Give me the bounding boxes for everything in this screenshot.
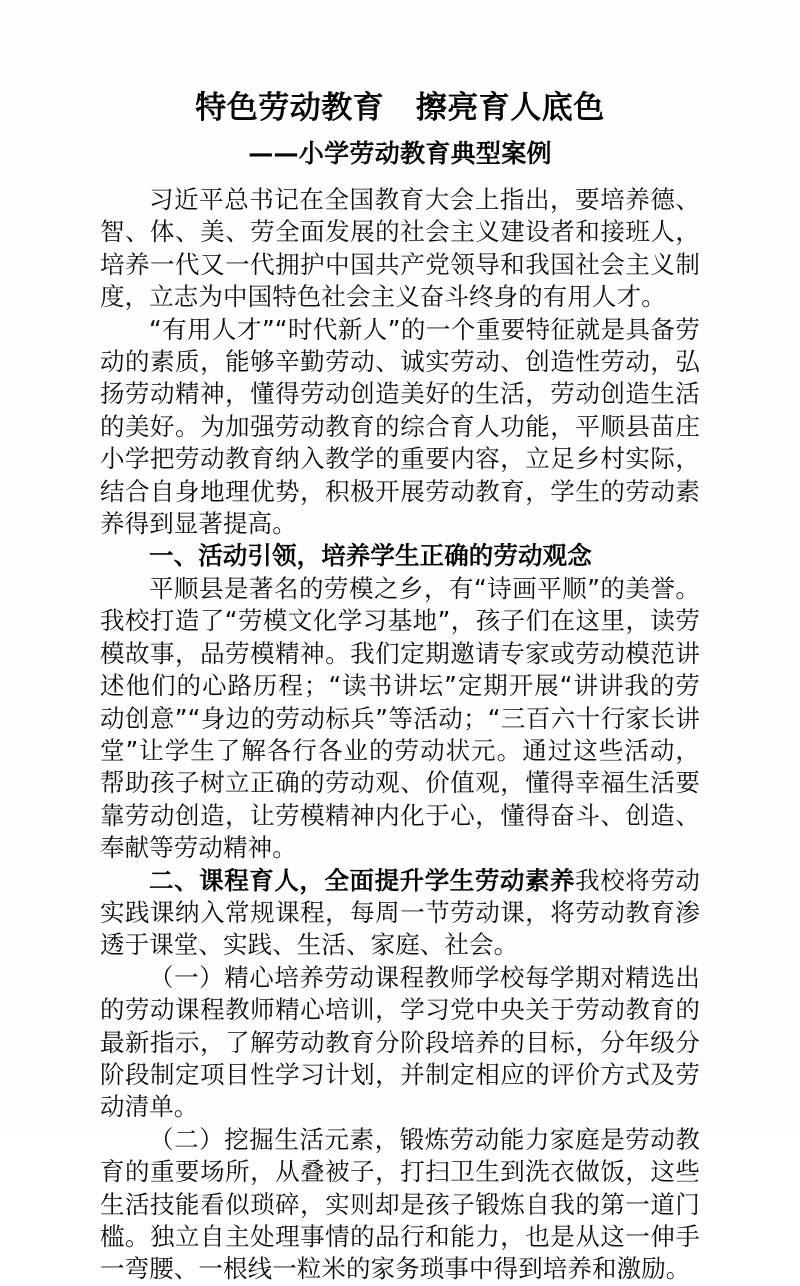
document-content-column — [100, 0, 700, 1286]
section-heading-2: 二、课程育人，全面提升学生劳动素养 — [149, 865, 576, 895]
page-title: 特色劳动教育 擦亮育人底色 — [195, 90, 605, 126]
page-subtitle: ——小学劳动教育典型案例 — [248, 139, 552, 168]
section-heading-1: 一、活动引领，培养学生正确的劳动观念 — [149, 541, 592, 571]
body-paragraph-5: （一）精心培养劳动课程教师学校每学期对精选出的劳动课程教师精心培训，学习党中央关于劳动教育的最新指示，了解劳动教育分阶段培养的目标，分年级分阶段制定项目性学习计划，并制定相应的评价方式及劳动清单。 — [100, 962, 700, 1122]
body-paragraph-4: 我校将劳动实践课纳入常规课程，每周一节劳动课，将劳动教育渗透于课堂、实践、生活、家庭、社会。 — [100, 865, 701, 960]
body-paragraph-6: （二）挖掘生活元素，锻炼劳动能力家庭是劳动教育的重要场所，从叠被子，打扫卫生到洗衣做饭，这些生活技能看似琐碎，实则却是孩子锻炼自我的第一道门槛。独立自主处理事情的品行和能力，也是从这一伸手一弯腰、一根线一粒米的家务琐事中得到培养和激励。 — [100, 1124, 700, 1284]
body-paragraph-3: 平顺县是著名的劳模之乡，有“诗画平顺”的美誉。我校打造了“劳模文化学习基地”，孩子们在这里，读劳模故事，品劳模精神。我们定期邀请专家或劳动模范讲述他们的心路历程；“读书讲坛”定期开展“讲讲我的劳动创意”“身边的劳动标兵”等活动；“三百六十行家长讲堂”让学生了解各行各业的劳动状元。通过这些活动，帮助孩子树立正确的劳动观、价值观，懂得幸福生活要靠劳动创造，让劳模精神内化于心，懂得奋斗、创造、奉献等劳动精神。 — [100, 573, 700, 863]
body-paragraph-2: “有用人才”“时代新人”的一个重要特征就是具备劳动的素质，能够辛勤劳动、诚实劳动、创造性劳动，弘扬劳动精神，懂得劳动创造美好的生活，劳动创造生活的美好。为加强劳动教育的综合育人功能，平顺县苗庄小学把劳动教育纳入教学的重要内容，立足乡村实际，结合自身地理优势，积极开展劳动教育，学生的劳动素养得到显著提高。 — [100, 314, 700, 539]
body-paragraph-1: 习近平总书记在全国教育大会上指出，要培养德、智、体、美、劳全面发展的社会主义建设者和接班人，培养一代又一代拥护中国共产党领导和我国社会主义制度，立志为中国特色社会主义奋斗终身的有用人才。 — [100, 185, 700, 312]
section-heading-2-paragraph — [100, 865, 700, 962]
